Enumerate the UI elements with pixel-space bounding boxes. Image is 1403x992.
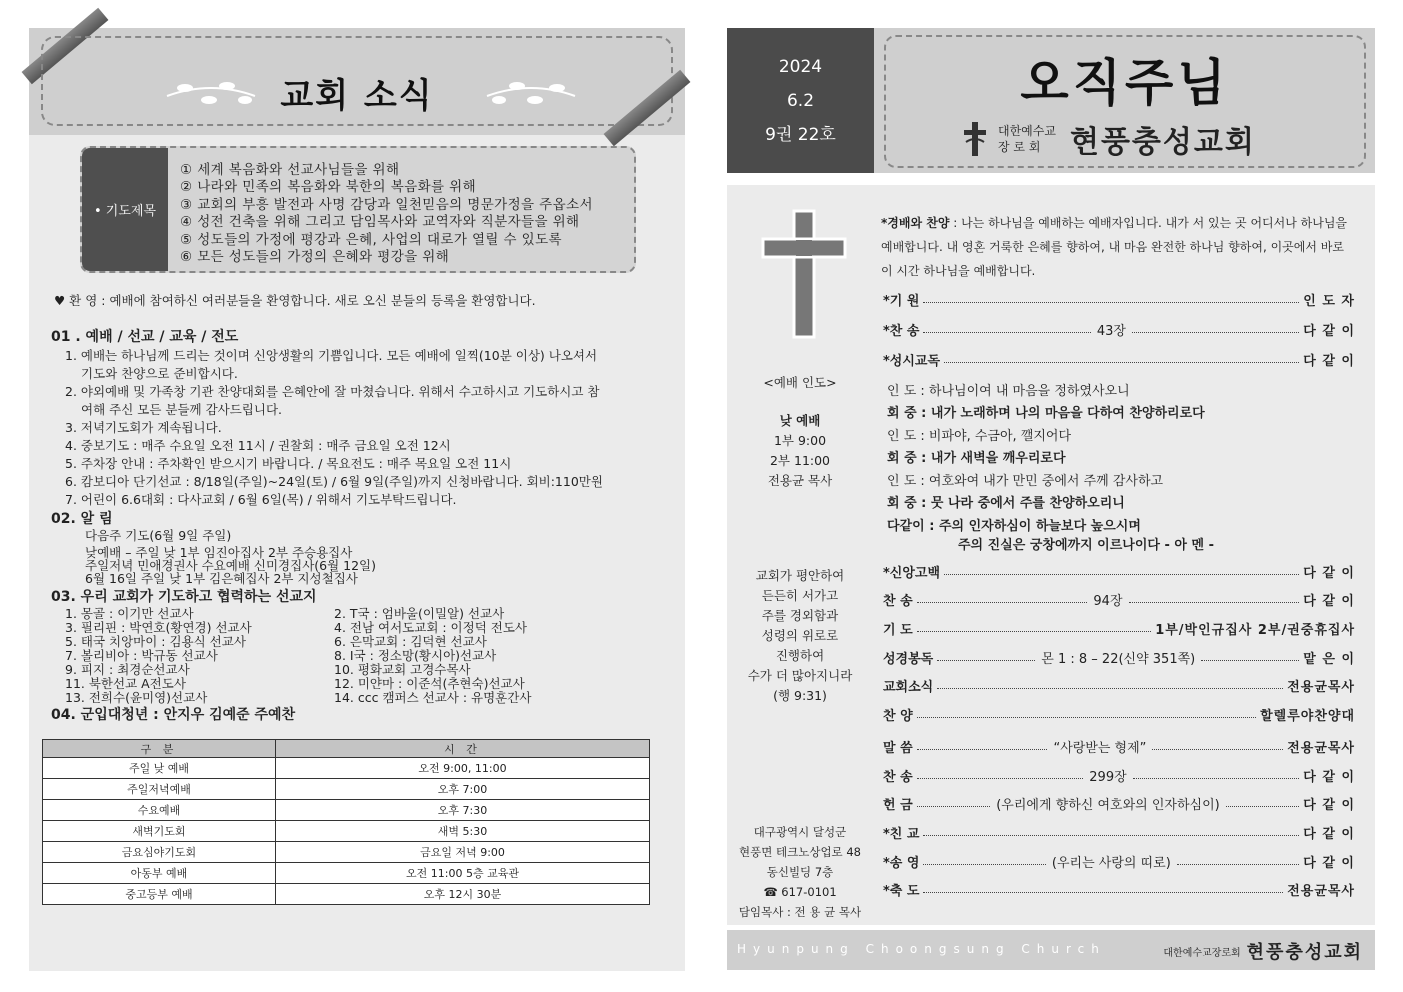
service-time: 1부 9:00 [773,433,827,448]
mission-item: 8. I국 : 정소망(황시아)선교사 [334,648,497,663]
order-leader: 1부/박인규집사 2부/권중휴집사 [1155,622,1355,638]
mission-item: 13. 전희수(윤미영)선교사 [65,690,208,705]
order-label: 말 씀 [883,740,913,756]
prayer-item: ① 세계 복음화와 선교사님들을 위해 [180,162,400,178]
verse-line: 주를 경외함과 [761,608,839,623]
order-item [883,289,1355,309]
prayer-item: ⑤ 성도들의 가정에 평강과 은혜, 사업의 대로가 열릴 수 있도록 [180,231,562,248]
table-row [43,884,650,905]
responsive-text: 주의 진실은 궁창에까지 이르나이다 - 아 멘 - [958,538,1214,553]
order-label: *친 교 [883,826,920,842]
order-leader: 다 같 이 [1303,323,1356,339]
responsive-text: 주의 인자하심이 하늘보다 높으시며 [938,519,1141,534]
church-news-page [29,28,685,971]
mission-item: 12. 미얀마 : 이준석(추현숙)선교사 [334,676,525,691]
denomination-line: 장 로 회 [998,140,1041,154]
order-label: 성경봉독 [883,651,934,667]
call-to-worship-label: *경배와 찬양 [881,216,950,230]
prayer-item: ④ 성전 건축을 위해 그리고 담임목사와 교역자와 직분자들을 위해 [180,214,580,231]
church-identity [962,117,1256,161]
service-name: 주일저녁예배 [43,779,276,800]
service-time: 오후 7:00 [276,779,650,800]
service-name: 금요심야기도회 [43,842,276,863]
order-label: *축 도 [883,883,920,899]
notice-line: 주일저녁 민애경권사 수요예배 신미경집사(6월 12일) [85,558,377,573]
church-cross-logo-icon [962,122,988,156]
title-frame [884,35,1366,168]
responsive-line [958,534,1214,553]
footer-english-name: Hyunpung Choongsung Church [737,942,1106,956]
service-name: 중고등부 예배 [43,884,276,905]
order-leader: 맡 은 이 [1303,651,1356,667]
order-item [883,589,1355,609]
prayer-topics-box [80,146,636,273]
verse-line: 교회가 평안하여 [755,568,845,583]
denomination-line: 대한예수교 [998,124,1056,138]
prayer-item: ⑥ 모든 성도들의 가정의 은혜와 평강을 위해 [180,249,450,266]
mission-item: 11. 북한선교 A전도사 [65,676,186,691]
notice-line: 2. 야외예배 및 가족창 기관 찬양대회를 은혜안에 잘 마쳤습니다. 위해서 수고하시고 기도하시고 참 [65,384,600,399]
order-leader: 다 같 이 [1303,855,1355,871]
order-label: 찬 송 [883,769,913,785]
order-item [883,879,1355,899]
notice-line: 낮예배 – 주일 낮 1부 임진아집사 2부 주승용집사 [85,545,353,560]
responsive-speaker: 회 중 : [887,406,931,421]
order-leader: 인 도 자 [1303,293,1355,309]
responsive-text: 내가 노래하며 나의 마음을 다하여 찬양하리로다 [930,406,1205,421]
order-label: 교회소식 [883,679,934,695]
order-item [883,319,1355,339]
responsive-text: 뭇 나라 중에서 주를 찬양하오리니 [930,496,1125,511]
service-time: 2부 11:00 [769,453,831,468]
responsive-line [887,515,1141,534]
bulletin-volume: 9권 22호 [765,125,836,145]
order-leader: 다 같 이 [1303,593,1355,609]
service-title: 낮 예배 [779,413,821,428]
responsive-line [887,402,1205,421]
notice-line: 6. 캄보디아 단기선교 : 8/18일(주일)~24일(토) / 6월 9일(주일)까지 신청바랍니다. 회비:110만원 [65,474,603,489]
welcome-text: ♥ 환 영 : 예배에 참여하신 여러분들을 환영합니다. 새로 오신 분들의 등록을 환영합니다. [54,293,536,308]
responsive-text: 하나님이여 내 마음을 정하였사오니 [928,384,1130,399]
order-item [883,851,1355,871]
mission-item: 2. T국 : 엄바울(이밀알) 선교사 [334,606,505,621]
mission-item: 14. ccc 캠퍼스 선교사 : 유명훈간사 [334,690,532,705]
section-heading: 02. 알 림 [51,511,113,527]
order-label: *신앙고백 [883,565,941,581]
mission-item: 9. 피지 : 최경순선교사 [65,662,190,677]
bulletin-page [727,28,1375,971]
responsive-line [887,425,1071,444]
service-name: 새벽기도회 [43,821,276,842]
mission-item: 10. 평화교회 고경수목사 [334,662,471,677]
order-detail: 299장 [1089,769,1127,785]
responsive-speaker: 인 도 : [887,429,929,444]
order-detail: 94장 [1093,593,1123,609]
prayer-item: ② 나라와 민족의 복음화와 북한의 복음화를 위해 [180,179,477,196]
service-time: 오후 7:30 [276,800,650,821]
service-name: 아동부 예배 [43,863,276,884]
order-detail: 몬 1 : 8 – 22(신약 351쪽) [1041,651,1196,667]
mission-item: 1. 몽골 : 이기만 선교사 [65,606,194,621]
table-row [43,779,650,800]
table-row [43,821,650,842]
order-label: *송 영 [883,855,920,871]
order-leader: 다 같 이 [1303,353,1355,369]
notice-line: 여해 주신 모든 분들께 감사드립니다. [81,402,282,417]
title-box [874,28,1375,173]
date-box [727,28,874,173]
notice-line: 기도와 찬양으로 준비합시다. [81,366,238,381]
column-header: 구 분 [43,740,276,758]
verse-line: 진행하여 [775,648,825,663]
order-leader: 할렐루야찬양대 [1260,708,1355,724]
mission-item: 5. 태국 치앙마이 : 김용식 선교사 [65,634,246,649]
order-detail: 43장 [1096,323,1126,339]
bulletin-footer [727,930,1375,970]
verse-line: 든든히 서가고 [761,588,839,603]
section-heading: 03. 우리 교회가 기도하고 협력하는 선교지 [51,589,317,605]
senior-pastor: 담임목사 : 전 용 균 목사 [738,905,862,919]
order-label: 기 도 [883,622,913,638]
responsive-text: 여호와여 내가 만민 중에서 주께 감사하고 [928,474,1164,489]
verse-reference: (행 9:31) [773,688,827,703]
order-label: *성시교독 [883,353,941,369]
order-item [883,793,1355,813]
worship-leader-heading: <예배 인도> [763,375,837,390]
address-line: 대구광역시 달성군 [753,825,847,839]
order-leader: 전용균목사 [1287,679,1355,695]
phone-number: ☎ 617-0101 [763,885,837,899]
responsive-speaker: 회 중 : [887,451,931,466]
order-item [883,765,1355,785]
responsive-line [887,492,1125,511]
order-label: *기 원 [883,293,920,309]
order-detail: “사랑받는 형제” [1053,740,1147,756]
order-label: 찬 송 [883,593,913,609]
worship-order-box [727,185,1375,925]
responsive-line [887,447,1066,466]
responsive-text: 내가 새벽을 깨우리로다 [930,451,1066,466]
order-label: 찬 양 [883,708,913,724]
service-name: 주일 낮 예배 [43,758,276,779]
prayer-topics-label: • 기도제목 [82,148,168,271]
responsive-line [887,470,1163,489]
notice-line: 6월 16일 주일 낮 1부 김은혜집사 2부 지성철집사 [85,571,358,586]
notice-line: 3. 저녁기도회가 계속됩니다. [65,420,222,435]
service-time: 오전 11:00 5층 교육관 [276,863,650,884]
mission-item: 6. 은막교회 : 김덕현 선교사 [334,634,487,649]
responsive-line [887,380,1130,399]
address-line: 현풍면 테크노상업로 48 [739,845,861,859]
call-to-worship-text: : 나는 하나님을 예배하는 예배자입니다. 내가 서 있는 곳 어디서나 하나님을 예배합니다. 내 영혼 거룩한 은혜를 향하여, 내 마음 완전한 하나님 향하여, 이곳에서 바로 이 시간 하나님을 예배합니다. [881,216,1348,278]
denomination [998,123,1056,155]
responsive-speaker: 회 중 : [887,496,931,511]
order-item [883,349,1355,369]
order-leader: 전용균목사 [1287,740,1355,756]
service-name: 수요예배 [43,800,276,821]
notice-line: 1. 예배는 하나님께 드리는 것이며 신앙생활의 기쁨입니다. 모든 예배에 일찍(10분 이상) 나오셔서 [65,348,598,363]
service-time: 오전 9:00, 11:00 [276,758,650,779]
cross-icon [761,209,847,339]
news-header-frame [41,36,673,126]
order-item [883,675,1355,695]
table-header-row [43,740,650,758]
order-item [883,704,1355,724]
order-item [883,647,1355,667]
order-detail: (우리는 사랑의 띠로) [1051,855,1171,871]
pastor-name: 전용균 목사 [767,473,833,488]
footer-name: 현풍충성교회 [1246,942,1363,963]
order-leader: 다 같 이 [1303,565,1355,581]
verse-line: 성령의 위로로 [761,628,839,643]
bulletin-title: 오직주님 [1020,54,1230,112]
notice-line: 5. 주차장 안내 : 주차확인 받으시기 바랍니다. / 목요전도 : 매주 목요일 오전 11시 [65,456,512,471]
notice-line: 7. 어린이 6.6대회 : 다사교회 / 6월 6일(목) / 위해서 기도부탁드립니다. [65,492,457,507]
service-time: 새벽 5:30 [276,821,650,842]
table-row [43,842,650,863]
news-title: 교회 소식 [280,76,434,116]
mission-item: 7. 볼리비아 : 박규동 선교사 [65,648,218,663]
order-label: 헌 금 [883,797,913,813]
bulletin-date: 6.2 [786,91,815,111]
mission-item: 4. 전남 여서도교회 : 이정덕 전도사 [334,620,527,635]
column-header: 시 간 [276,740,650,758]
service-time: 금요일 저녁 9:00 [276,842,650,863]
notice-line: 다음주 기도(6월 9일 주일) [85,528,232,543]
footer-church-name [1163,938,1363,964]
notice-line: 4. 중보기도 : 매주 수요일 오전 11시 / 권찰회 : 매주 금요일 오전 12시 [65,438,451,453]
order-item [883,618,1355,638]
table-row [43,863,650,884]
table-row [43,800,650,821]
order-leader: 다 같 이 [1303,797,1356,813]
order-leader: 다 같 이 [1303,769,1356,785]
responsive-speaker: 인 도 : [887,474,929,489]
verse-line: 수가 더 많아지니라 [747,668,853,683]
mission-item: 3. 필리핀 : 박연호(황연경) 선교사 [65,620,252,635]
order-leader: 다 같 이 [1303,826,1355,842]
footer-denomination: 대한예수교장로회 [1163,947,1241,959]
prayer-item: ③ 교회의 부흥 발전과 사명 감당과 일천믿음의 명문가정을 주옵소서 [180,196,593,213]
order-label: *찬 송 [883,323,920,339]
address-line: 동신빌딩 7층 [766,865,834,879]
responsive-text: 비파야, 수금아, 깰지어다 [928,429,1072,444]
service-time: 오후 12시 30분 [276,884,650,905]
section-heading: 01 . 예배 / 선교 / 교육 / 전도 [51,329,239,345]
order-item [883,561,1355,581]
call-to-worship [881,211,1355,283]
order-item [883,736,1355,756]
order-detail: (우리에게 향하신 여호와의 인자하심이) [996,797,1220,813]
responsive-speaker: 인 도 : [887,384,929,399]
table-row [43,758,650,779]
news-header [29,28,685,135]
section-heading: 04. 군입대청년 : 안지우 김예준 주예찬 [51,707,296,723]
prayer-topics-list [180,162,593,266]
worship-schedule-table [42,739,650,905]
order-item [883,822,1355,842]
church-name: 현풍충성교회 [1069,125,1256,160]
bulletin-year: 2024 [778,57,823,77]
order-leader: 전용균목사 [1287,883,1355,899]
responsive-speaker: 다같이 : [887,519,939,534]
vine-ornament-icon [485,76,577,110]
